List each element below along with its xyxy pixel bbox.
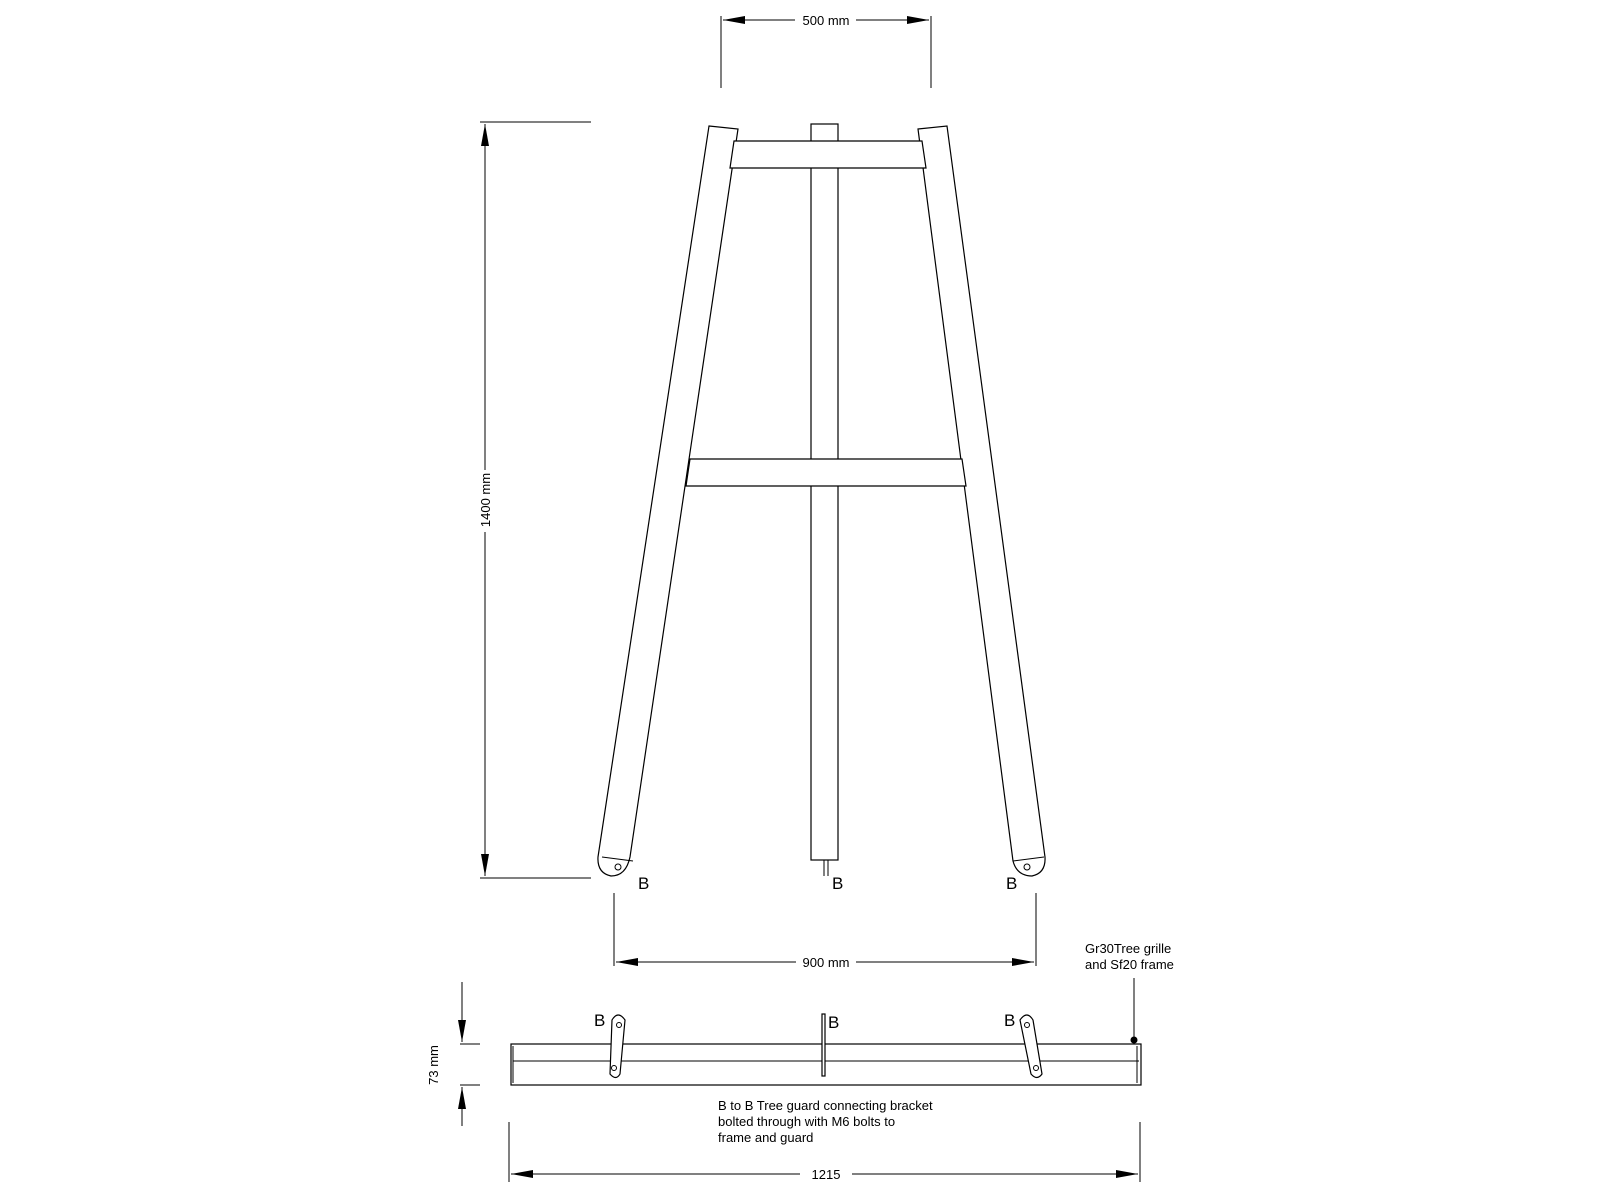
note-bracket-line-3: frame and guard (718, 1130, 814, 1145)
top-cross-brace (730, 141, 926, 168)
dimension-label-height: 1400 mm (478, 472, 493, 528)
dimension-overall-width (509, 1122, 1140, 1182)
bracket-marker-plan-center: B (828, 1013, 840, 1032)
note-grille-line-1: Gr30Tree grille (1085, 941, 1172, 956)
bracket-marker-center: B (832, 874, 844, 893)
bracket-marker-plan-left: B (594, 1011, 606, 1030)
note-bracket (718, 1098, 933, 1145)
note-grille (1085, 941, 1174, 972)
dimension-label-base-width: 900 mm (802, 955, 850, 970)
middle-cross-brace (686, 459, 966, 486)
leader-dot (1131, 1037, 1138, 1044)
dimension-guard-depth (426, 982, 480, 1126)
tripod-frame-front-view (598, 124, 1045, 893)
dimension-label-guard-depth: 73 mm (426, 1045, 441, 1085)
bracket-marker-left: B (638, 874, 650, 893)
note-bracket-line-2: bolted through with M6 bolts to (718, 1114, 896, 1129)
note-grille-line-2: and Sf20 frame (1085, 957, 1174, 972)
left-leg (598, 126, 738, 876)
bracket-center (822, 1014, 825, 1076)
guard-plan-view (511, 978, 1141, 1085)
right-leg (918, 126, 1045, 876)
bracket-marker-plan-right: B (1004, 1011, 1016, 1030)
center-post (811, 124, 838, 876)
dimension-label-top-width: 500 mm (802, 13, 850, 28)
dimension-base-width (614, 893, 1036, 970)
bracket-marker-right: B (1006, 874, 1018, 893)
guard-frame (511, 1044, 1141, 1085)
note-bracket-line-1: B to B Tree guard connecting bracket (718, 1098, 933, 1113)
dimension-top-width (721, 13, 931, 88)
dimension-height (478, 122, 591, 878)
dimension-label-overall-width: 1215 (811, 1167, 841, 1182)
